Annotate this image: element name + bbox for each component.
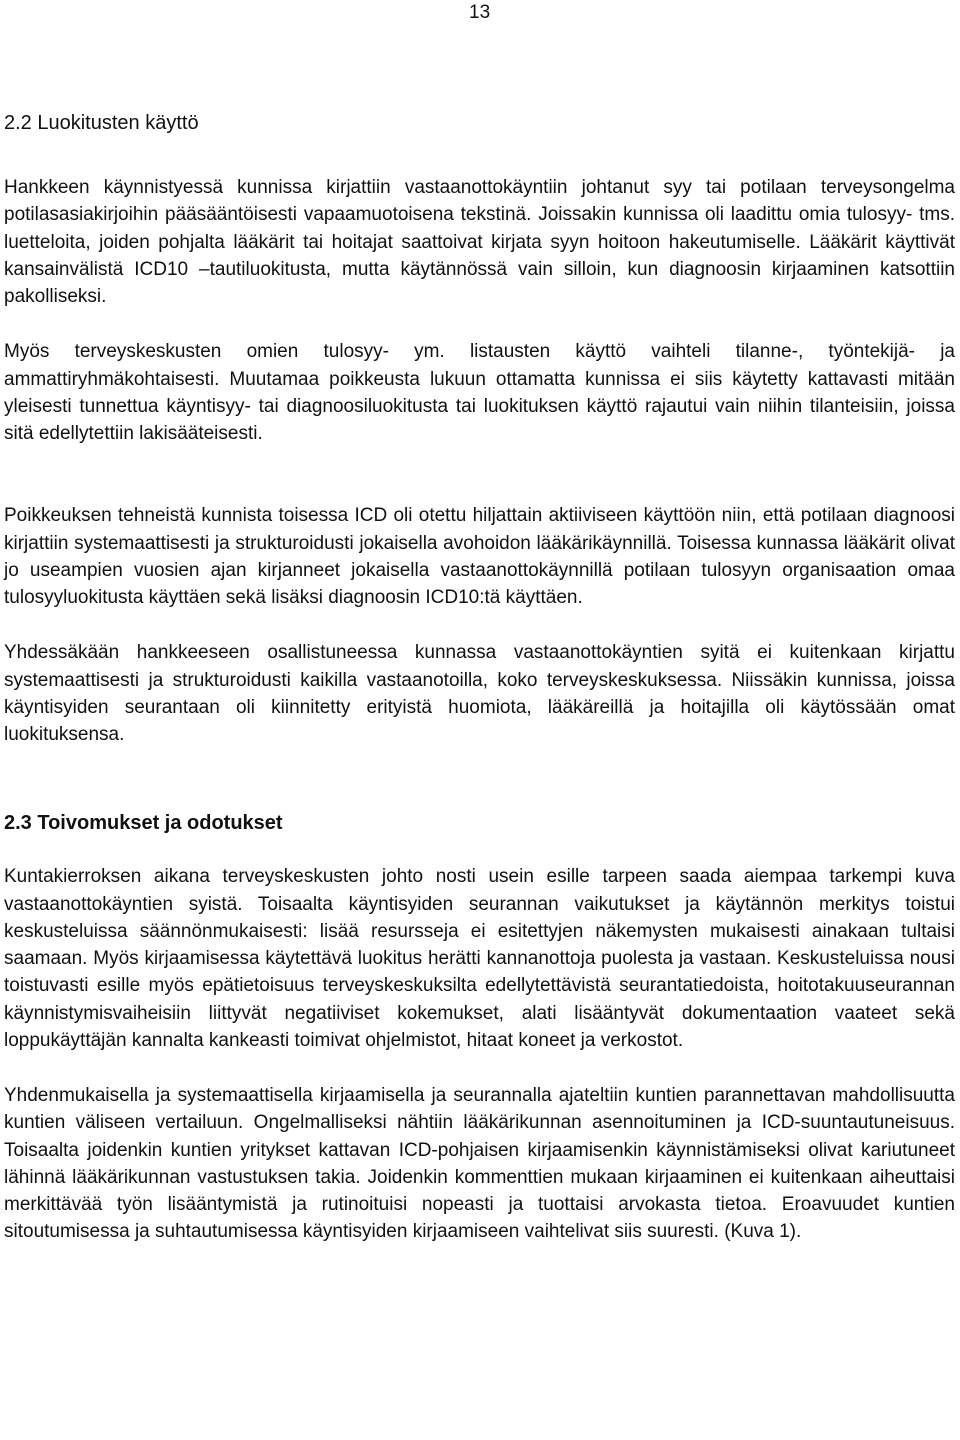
page-number: 13	[469, 2, 491, 23]
paragraph: Yhdenmukaisella ja systemaattisella kirjaamisella ja seurannalla ajateltiin kuntien parannettavan mahdollisuutta kuntien väliseen vertailuun. Ongelmalliseksi nähtiin lääkärikunnan asennoituminen ja ICD-suuntautuneisuus. Toisaalta joidenkin kuntien yritykset kattavan ICD-pohjaisen kirjaamisenkin käynnistämiseksi olivat kariutuneet lähinnä lääkärikunnan vastustuksen takia. Joidenkin kommenttien mukaan kirjaaminen ei kuitenkaan aiheuttaisi merkittävää työn lisääntymistä ja rutinoituisi nopeasti ja tuottaisi arvokasta tietoa. Eroavuudet kuntien sitoutumisessa ja suhtautumisessa käyntisyiden kirjaamiseen vaihtelivat siis suuresti. (Kuva 1).	[4, 1085, 955, 1243]
paragraph: Kuntakierroksen aikana terveyskeskusten johto nosti usein esille tarpeen saada aiempaa tarkempi kuva vastaanottokäyntien syistä. Toisaalta käyntisyiden seurannan vaikutukset ja käytännön merkitys toistui keskusteluissa säännönmukaisesti: lisää resursseja ei esitettyjen näkemysten mukaisesti ainakaan tultaisi saamaan. Myös kirjaamisessa käytettävä luokitus herätti kannanottoja puolesta ja vastaan. Keskusteluissa nousi toistuvasti esille myös epätietoisuus terveyskeskuksilta edellytettävistä seurantatiedoista, hoitotakuuseurannan käynnistymisvaiheisiin liittyvät negatiiviset kokemukset, alati lisääntyvät dokumentaation vaateet sekä loppukäyttäjän kannalta kankeasti toimivat ohjelmistot, hitaat koneet ja verkostot.	[4, 866, 955, 1051]
section-heading-2-2: 2.2 Luokitusten käyttö	[4, 112, 199, 134]
paragraph: Myös terveyskeskusten omien tulosyy- ym. listausten käyttö vaihteli tilanne-, työntekijä- ja ammattiryhmäkohtaisesti. Muutamaa poikkeusta lukuun ottamatta kunnissa ei siis käytetty kattavasti mitään yleisesti tunnettua käyntisyy- tai diagnoosiluokitusta tai luokituksen käyttö rajautui vain niihin tilanteisiin, joissa sitä edellytettiin lakisääteisesti.	[4, 341, 955, 444]
paragraph: Hankkeen käynnistyessä kunnissa kirjattiin vastaanottokäyntiin johtanut syy tai potilaan terveysongelma potilasasiakirjoihin pääsääntöisesti vapaamuotoisena tekstinä. Joissakin kunnissa oli laadittu omia tulosyy- tms. luetteloita, joiden pohjalta lääkärit tai hoitajat saattoivat kirjata syyn hoitoon hakeutumiselle. Lääkärit käyttivät kansainvälistä ICD10 –tautiluokitusta, mutta käytännössä vain silloin, kun diagnoosin kirjaaminen katsottiin pakolliseksi.	[4, 177, 955, 307]
paragraph: Yhdessäkään hankkeeseen osallistuneessa kunnassa vastaanottokäyntien syitä ei kuitenkaan kirjattu systemaattisesti ja strukturoidusti kaikilla vastaanotoilla, koko terveyskeskuksessa. Niissäkin kunnissa, joissa käyntisyiden seurantaan oli kiinnitetty erityistä huomiota, lääkäreillä ja hoitajilla oli käytössään omat luokituksensa.	[4, 642, 955, 745]
section-heading-2-3: 2.3 Toivomukset ja odotukset	[4, 812, 283, 835]
document-body	[4, 108, 955, 1246]
paragraph: Poikkeuksen tehneistä kunnista toisessa ICD oli otettu hiljattain aktiiviseen käyttöön niin, että potilaan diagnoosi kirjattiin systemaattisesti ja strukturoidusti jokaisella avohoidon lääkärikäynnillä. Toisessa kunnassa lääkärit olivat jo useampien vuosien ajan kirjanneet jokaisella vastaanottokäynnillä potilaan tulosyyn organisaation omaa tulosyyluokitusta käyttäen sekä lisäksi diagnoosin ICD10:tä käyttäen.	[4, 505, 955, 608]
